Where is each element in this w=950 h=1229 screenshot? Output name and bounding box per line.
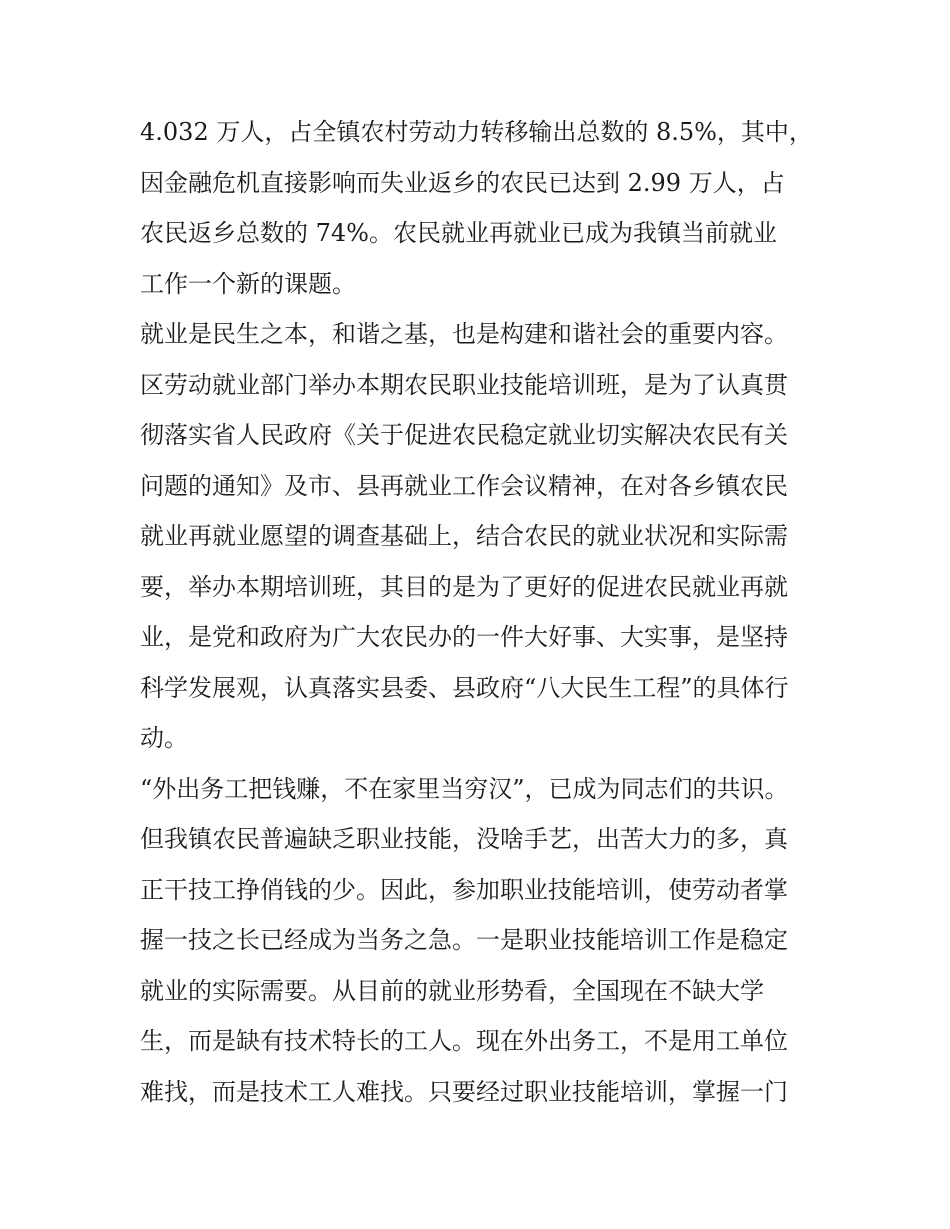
- text-line: 动。: [140, 724, 188, 752]
- text-line: 工作一个新的课题。: [140, 269, 356, 298]
- text-line: 区劳动就业部门举办本期农民职业技能培训班，是为了认真贯: [140, 370, 788, 399]
- text-line: 要，举办本期培训班，其目的是为了更好的促进农民就业再就: [140, 572, 788, 601]
- text-line: 难找，而是技术工人难找。只要经过职业技能培训，掌握一门: [140, 1077, 788, 1106]
- text-line: 业，是党和政府为广大农民办的一件大好事、大实事，是坚持: [140, 623, 788, 651]
- text-line: 因金融危机直接影响而失业返乡的农民已达到 2.99 万人，占: [140, 168, 785, 197]
- text-line: 就业是民生之本，和谐之基，也是构建和谐社会的重要内容。: [140, 320, 788, 348]
- document-body: [140, 107, 820, 1117]
- text-line: 科学发展观，认真落实县委、县政府“八大民生工程”的具体行: [140, 673, 789, 702]
- text-line: 但我镇农民普遍缺乏职业技能，没啥手艺，出苦大力的多，真: [140, 825, 788, 853]
- text-line: 问题的通知》及市、县再就业工作会议精神，在对各乡镇农民: [140, 471, 788, 500]
- text-line: 握一技之长已经成为当务之急。一是职业技能培训工作是稳定: [140, 926, 788, 954]
- text-line: 4.032 万人，占全镇农村劳动力转移输出总数的 8.5%，其中，: [140, 118, 813, 146]
- text-line: 就业再就业愿望的调查基础上，结合农民的就业状况和实际需: [140, 522, 788, 550]
- text-line: 农民返乡总数的 74%。农民就业再就业已成为我镇当前就业: [140, 219, 777, 247]
- text-line: “外出务工把钱赚，不在家里当穷汉”，已成为同志们的共识。: [140, 774, 789, 803]
- text-line: 就业的实际需要。从目前的就业形势看，全国现在不缺大学: [140, 976, 764, 1005]
- text-line: 生，而是缺有技术特长的工人。现在外出务工，不是用工单位: [140, 1027, 788, 1055]
- text-line: 正干技工挣俏钱的少。因此，参加职业技能培训，使劳动者掌: [140, 875, 788, 904]
- text-line: 彻落实省人民政府《关于促进农民稳定就业切实解决农民有关: [140, 421, 788, 449]
